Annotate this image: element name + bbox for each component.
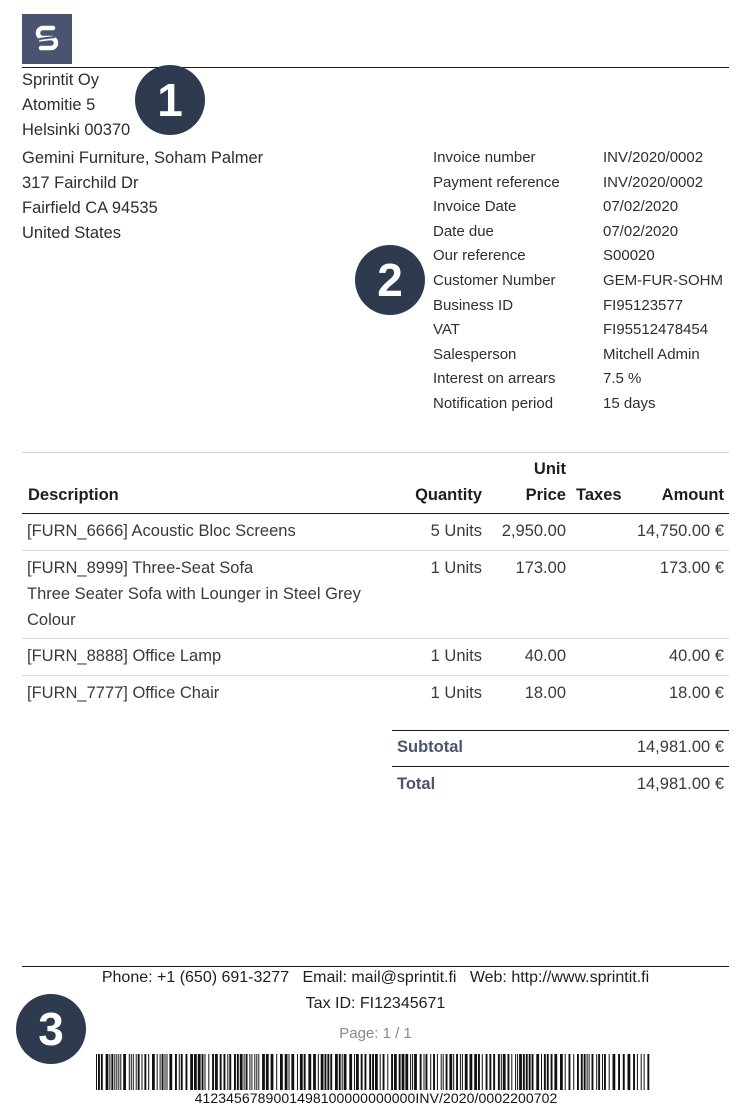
barcode-bar	[342, 1054, 343, 1090]
barcode-bar	[551, 1054, 553, 1090]
barcode-bar	[493, 1054, 495, 1090]
company-name: Sprintit Oy	[22, 71, 100, 89]
barcode-bar	[449, 1054, 452, 1090]
table-top-rule	[22, 452, 729, 453]
barcode-bar	[271, 1054, 274, 1090]
footer-tax-id: Tax ID: FI12345671	[305, 995, 446, 1012]
customer-name: Gemini Furniture, Soham Palmer	[22, 149, 264, 167]
barcode-bar	[529, 1054, 531, 1090]
footer-contact: Phone: +1 (650) 691-3277 Email: mail@sprintit.fi Web: http://www.sprintit.fi	[101, 969, 650, 986]
barcode-bar	[554, 1054, 557, 1090]
barcode-bar	[123, 1054, 126, 1090]
barcode-bar	[246, 1054, 248, 1090]
row-description: [FURN_6666] Acoustic Bloc Screens	[27, 522, 296, 540]
barcode-bar	[289, 1054, 290, 1090]
barcode-bar	[133, 1054, 134, 1090]
barcode-bar	[106, 1054, 109, 1090]
barcode-bar	[179, 1054, 180, 1090]
barcode-bar	[96, 1054, 97, 1090]
barcode-bar	[515, 1054, 516, 1090]
row-quantity: 1 Units	[430, 559, 482, 577]
barcode-bar	[536, 1054, 539, 1090]
barcode-bar	[453, 1054, 454, 1090]
barcode-bar	[205, 1054, 206, 1090]
barcode-bar	[266, 1054, 269, 1090]
barcode-bar	[160, 1054, 161, 1090]
info-label: Payment reference	[433, 173, 560, 191]
barcode-bar	[144, 1054, 146, 1090]
barcode-bar	[424, 1054, 425, 1090]
barcode-bar	[325, 1054, 327, 1090]
barcode-bar	[517, 1054, 518, 1090]
barcode-bar	[604, 1054, 606, 1090]
barcode-bar	[365, 1054, 367, 1090]
barcode-bar	[609, 1054, 610, 1090]
barcode-bar	[589, 1054, 590, 1090]
barcode-bar	[109, 1054, 110, 1090]
barcode-bar	[224, 1054, 226, 1090]
barcode-bar	[618, 1054, 620, 1090]
barcode-bar	[369, 1054, 371, 1090]
info-value: 07/02/2020	[603, 198, 679, 216]
barcode-bar	[641, 1054, 642, 1090]
barcode-bar	[339, 1054, 341, 1090]
barcode-bar	[181, 1054, 183, 1090]
callout-badge-1: 1	[135, 65, 205, 135]
barcode-bar	[227, 1054, 228, 1090]
customer-country: United States	[22, 224, 122, 242]
col-header-taxes: Taxes	[576, 486, 622, 504]
barcode-bar	[111, 1054, 113, 1090]
barcode-bar	[637, 1054, 638, 1090]
barcode-bar	[208, 1054, 209, 1090]
info-value: FI95123577	[603, 296, 684, 314]
barcode-bar	[240, 1054, 243, 1090]
barcode-bar	[169, 1054, 172, 1090]
company-city: Helsinki 00370	[22, 121, 131, 139]
barcode-bar	[482, 1054, 483, 1090]
barcode-bar	[142, 1054, 143, 1090]
barcode-bar	[602, 1054, 603, 1090]
barcode-bar	[526, 1054, 528, 1090]
barcode-bar	[383, 1054, 385, 1090]
customer-address	[22, 146, 263, 246]
barcode-bar	[420, 1054, 422, 1090]
barcode-bar	[426, 1054, 428, 1090]
info-label: Business ID	[433, 296, 514, 314]
barcode-bar	[441, 1054, 442, 1090]
barcode-bar	[474, 1054, 477, 1090]
barcode-bar	[262, 1054, 265, 1090]
barcode-bar	[186, 1054, 188, 1090]
barcode-bar	[361, 1054, 363, 1090]
barcode-bar	[405, 1054, 408, 1090]
info-value: INV/2020/0002	[603, 149, 704, 166]
barcode-bar	[511, 1054, 512, 1090]
barcode-bar	[644, 1054, 645, 1090]
row-amount: 173.00 €	[659, 559, 724, 577]
barcode-bar	[229, 1054, 231, 1090]
info-value: S00020	[603, 247, 655, 265]
total-label: Total	[397, 775, 436, 793]
barcode-bar	[532, 1054, 534, 1090]
barcode-bar	[114, 1054, 115, 1090]
table-header-rule	[22, 513, 729, 514]
barcode-bar	[335, 1054, 338, 1090]
barcode-bar	[544, 1054, 546, 1090]
barcode-bar	[308, 1054, 311, 1090]
total-value: 14,981.00 €	[636, 775, 724, 793]
barcode-bar	[541, 1054, 542, 1090]
row-amount: 18.00 €	[668, 684, 724, 702]
info-label: Salesperson	[433, 345, 517, 363]
page-number: Page: 1 / 1	[339, 1025, 412, 1042]
barcode-bar	[354, 1054, 355, 1090]
barcode-bar	[412, 1054, 413, 1090]
barcode-bar	[372, 1054, 374, 1090]
col-header-description: Description	[28, 486, 119, 504]
info-label: Invoice Date	[433, 198, 517, 216]
barcode-bar	[256, 1054, 257, 1090]
barcode-bar	[430, 1054, 431, 1090]
barcode-bar	[391, 1054, 393, 1090]
customer-city: Fairfield CA 94535	[22, 199, 158, 217]
barcode-bar	[486, 1054, 488, 1090]
info-label: Our reference	[433, 247, 526, 265]
info-label: VAT	[433, 321, 460, 339]
barcode-bar	[220, 1054, 222, 1090]
barcode-bar	[280, 1054, 283, 1090]
info-value: 7.5 %	[603, 370, 642, 388]
barcode-bar	[433, 1054, 435, 1090]
barcode-bar	[162, 1054, 164, 1090]
row-divider	[22, 638, 729, 639]
barcode-bar	[592, 1054, 594, 1090]
barcode-bar	[349, 1054, 352, 1090]
barcode-bar	[118, 1054, 119, 1090]
barcode-bar	[598, 1054, 600, 1090]
barcode-bar	[577, 1054, 579, 1090]
footer-rule	[22, 966, 729, 967]
company-address	[22, 68, 130, 143]
barcode-bar	[129, 1054, 130, 1090]
barcode-bar	[470, 1054, 473, 1090]
info-value: GEM-FUR-SOHM	[603, 272, 723, 289]
barcode-bar	[194, 1054, 197, 1090]
barcode-bar	[254, 1054, 255, 1090]
row-description: [FURN_8999] Three-Seat Sofa	[27, 559, 254, 577]
info-label: Interest on arrears	[433, 370, 556, 388]
barcode-bar	[136, 1054, 137, 1090]
company-street: Atomitie 5	[22, 96, 96, 114]
barcode-bar	[519, 1054, 522, 1090]
barcode-bar	[251, 1054, 252, 1090]
company-logo	[22, 14, 72, 64]
barcode-bar	[313, 1054, 316, 1090]
barcode-bar	[387, 1054, 388, 1090]
customer-street: 317 Fairchild Dr	[22, 174, 139, 192]
info-value: Mitchell Admin	[603, 345, 700, 363]
barcode-bar	[465, 1054, 468, 1090]
barcode-bar	[190, 1054, 193, 1090]
callout-badge-2: 2	[355, 245, 425, 315]
row-amount: 14,750.00 €	[636, 522, 724, 540]
barcode-bar	[300, 1054, 303, 1090]
barcode-bar	[276, 1054, 277, 1090]
info-value: INV/2020/0002	[603, 173, 704, 191]
row-unit-price: 2,950.00	[501, 522, 566, 540]
subtotal-value: 14,981.00 €	[636, 738, 724, 756]
barcode-bar	[285, 1054, 288, 1090]
total-rule	[392, 766, 729, 767]
barcode-bar	[414, 1054, 417, 1090]
barcode-bar	[410, 1054, 411, 1090]
barcode-bar	[581, 1054, 583, 1090]
barcode-bar	[498, 1054, 500, 1090]
info-label: Customer Number	[433, 272, 556, 289]
barcode-bar	[623, 1054, 625, 1090]
barcode-bar	[596, 1054, 597, 1090]
barcode-bar	[291, 1054, 294, 1090]
row-description: [FURN_7777] Office Chair	[27, 684, 220, 702]
callout-badge-3: 3	[16, 994, 86, 1064]
barcode-bar	[165, 1054, 166, 1090]
barcode-bar	[402, 1054, 405, 1090]
info-label: Notification period	[433, 395, 554, 412]
barcode-bar	[148, 1054, 149, 1090]
col-header-unit-price-line2: Price	[525, 486, 566, 504]
row-quantity: 5 Units	[430, 522, 482, 540]
barcode-bar	[116, 1054, 117, 1090]
barcode-bar	[460, 1054, 461, 1090]
barcode-bar	[394, 1054, 397, 1090]
barcode-bar	[508, 1054, 510, 1090]
row-divider	[22, 675, 729, 676]
company-logo-icon	[22, 14, 72, 64]
info-value: 07/02/2020	[603, 222, 679, 240]
barcode-bar	[399, 1054, 401, 1090]
barcode-bar	[587, 1054, 588, 1090]
barcode-bar	[120, 1054, 121, 1090]
info-value: FI95512478454	[603, 321, 709, 339]
subtotal-label: Subtotal	[397, 738, 463, 756]
barcode-bar	[212, 1054, 214, 1090]
row-amount: 40.00 €	[668, 647, 724, 665]
row-unit-price: 18.00	[524, 684, 566, 702]
barcode-bar	[569, 1054, 571, 1090]
row-quantity: 1 Units	[430, 684, 482, 702]
row-description: [FURN_8888] Office Lamp	[27, 647, 222, 665]
barcode-bar	[437, 1054, 438, 1090]
barcode-bar	[198, 1054, 201, 1090]
barcode-bar	[523, 1054, 525, 1090]
barcode-bar	[344, 1054, 347, 1090]
barcode-bar	[244, 1054, 245, 1090]
info-value: 15 days	[603, 395, 656, 412]
barcode-text: 4123456789001498100000000000INV/2020/0002200702	[194, 1090, 558, 1106]
barcode-bar	[98, 1054, 100, 1090]
barcode-bar	[167, 1054, 168, 1090]
info-label: Date due	[433, 222, 494, 240]
barcode-bar	[237, 1054, 239, 1090]
barcode-bar	[584, 1054, 586, 1090]
barcode-bar	[380, 1054, 381, 1090]
barcode-bar	[462, 1054, 463, 1090]
col-header-amount: Amount	[661, 486, 724, 504]
barcode-bar	[647, 1054, 649, 1090]
barcode-bar	[375, 1054, 378, 1090]
row-unit-price: 173.00	[515, 559, 566, 577]
row-description-line3: Colour	[27, 611, 76, 629]
barcode-bar	[258, 1054, 259, 1090]
barcode-bar	[628, 1054, 631, 1090]
row-quantity: 1 Units	[430, 647, 482, 665]
barcode-bar	[318, 1054, 319, 1090]
row-description-line2: Three Seater Sofa with Lounger in Steel Grey	[27, 585, 361, 603]
row-divider	[22, 550, 729, 551]
barcode-bar	[297, 1054, 298, 1090]
barcode-bar	[547, 1054, 549, 1090]
barcode-bar	[175, 1054, 177, 1090]
col-header-unit-price-line1: Unit	[533, 460, 566, 478]
col-header-quantity: Quantity	[415, 486, 482, 504]
barcode-bar	[356, 1054, 359, 1090]
info-label: Invoice number	[433, 149, 536, 166]
barcode-bar	[633, 1054, 635, 1090]
barcode-bar	[478, 1054, 480, 1090]
barcode-image	[96, 1054, 656, 1090]
barcode-bar	[101, 1054, 103, 1090]
barcode-bar	[613, 1054, 616, 1090]
barcode-bar	[560, 1054, 563, 1090]
subtotal-rule	[392, 730, 729, 731]
barcode-bar	[573, 1054, 574, 1090]
barcode-bar	[202, 1054, 204, 1090]
barcode-bar	[138, 1054, 140, 1090]
barcode-bar	[446, 1054, 448, 1090]
barcode-bar	[565, 1054, 566, 1090]
barcode-bar	[330, 1054, 332, 1090]
barcode-bar	[489, 1054, 491, 1090]
barcode-bar	[131, 1054, 132, 1090]
barcode-bar	[503, 1054, 506, 1090]
barcode-bar	[234, 1054, 236, 1090]
barcode-bar	[215, 1054, 218, 1090]
barcode-bar	[456, 1054, 458, 1090]
row-unit-price: 40.00	[524, 647, 566, 665]
barcode-bar	[501, 1054, 502, 1090]
barcode-bar	[157, 1054, 158, 1090]
barcode-bar	[327, 1054, 329, 1090]
barcode-bar	[249, 1054, 250, 1090]
barcode-bar	[152, 1054, 155, 1090]
barcode-bar	[304, 1054, 306, 1090]
barcode-bar	[321, 1054, 324, 1090]
barcode-bar	[443, 1054, 444, 1090]
